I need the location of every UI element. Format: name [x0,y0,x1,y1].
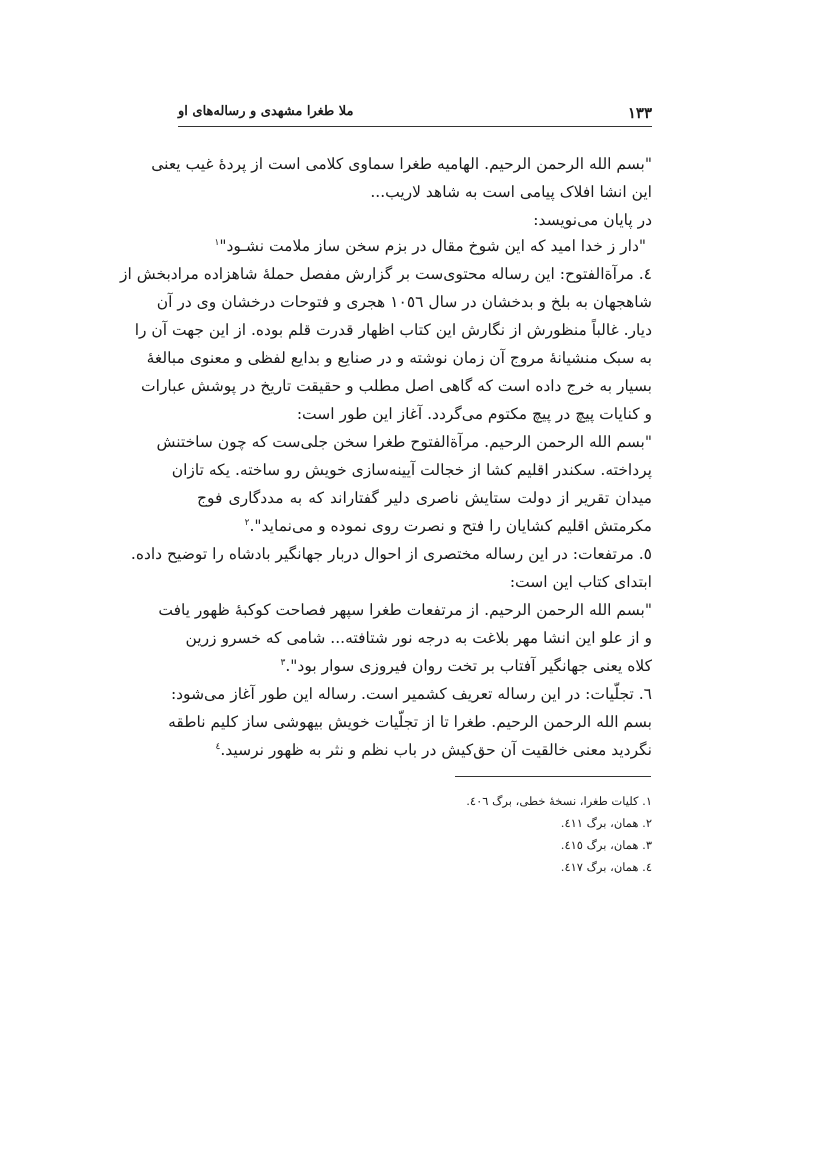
footnote: ١. کلیات طغرا، نسخهٔ خطی، برگ ٤٠٦. [466,794,652,808]
quote-line: مکرمتش اقلیم کشایان را فتح و نصرت روی نموده و می‌نماید".$^٢$ [244,517,652,535]
footnote: ٢. همان، برگ ٤١١. [560,816,652,830]
body-line: بسیار به خرج داده است که گاهی اصل مطلب و حقیقت تاریخ در پوشش عبارات [141,377,652,395]
body-line: ٤. مرآةالفتوح: این رساله محتوی‌ست بر گزارش مفصل حملهٔ شاهزاده مرادبخش از [119,265,652,283]
body-line: به سبک منشیانهٔ مروج آن زمان نوشته و در صنایع و بدایع لفظی و معنوی مبالغهٔ [146,349,652,367]
quote-line: پرداخته. سکندر اقلیم کشا از خجالت آیینه‌سازی خویش رو ساخته. یکه تازان [171,461,652,479]
body-line: ٥. مرتفعات: در این رساله مختصری از احوال دربار جهانگیر بادشاه را توضیح داده. [130,545,652,563]
running-title: ملا طغرا مشهدی و رساله‌های او [178,104,354,119]
body-line: ٦. تجلّیات: در این رساله تعریف کشمیر است. رساله این طور آغاز می‌شود: [170,685,652,703]
body-line: این انشا افلاک پیامی است به شاهد لاریب... [370,183,652,201]
poem-line: "دار ز خدا امید که این شوخ مقال در بزم سخن ساز ملامت نشـود"$^١$ [214,237,646,255]
body-line: ابتدای کتاب این است: [509,573,652,591]
header-rule [178,126,652,127]
body-line: دیار. غالباً منظورش از نگارش این کتاب اظهار قدرت قلم بوده. از این جهت آن را [134,321,652,339]
footnote-marker: ٤ [215,741,221,752]
quote-line: "بسم الله الرحمن الرحیم. از مرتفعات طغرا سپهر فصاحت کوکبهٔ ظهور یافت [158,601,652,619]
body-line: در پایان می‌نویسد: [533,211,652,229]
body-line: "بسم الله الرحمن الرحیم. الهامیه طغرا سماوی کلامی است از پردهٔ غیب یعنی [151,155,652,173]
body-line: نگردید معنی خالقیت آن حق‌کیش در باب نظم و نثر به ظهور نرسید.$^٤$ [215,741,652,759]
footnote: ٤. همان، برگ ٤١٧. [560,860,652,874]
quote-line: میدان تقریر از دولت ستایش ناصری دلیر گفتاراند که به مددگاری فوج [197,489,652,507]
footnote-marker: ٢ [244,517,250,528]
page-number: ١٣٣ [627,104,652,122]
footnote-rule [455,776,651,777]
body-line: بسم الله الرحمن الرحیم. طغرا تا از تجلّیات خویش بیهوشی ساز کلیم ناطقه [168,713,652,731]
quote-line: کلاه یعنی جهانگیر آفتاب بر تخت روان فیروزی سوار بود".$^٣$ [280,657,652,675]
quote-line: "بسم الله الرحمن الرحیم. مرآةالفتوح طغرا سخن جلی‌ست که چون ساختنش [156,433,652,451]
body-line: شاهجهان به بلخ و بدخشان در سال ١٠٥٦ هجری و فتوحات درخشان وی در آن [156,293,652,311]
quote-line: و از علو این انشا مهر بلاغت به درجه نور شتافته... شامی که خسرو زرین [185,629,652,647]
running-header [178,104,652,124]
footnote-marker: ١ [214,237,220,248]
footnote-marker: ٣ [280,657,286,668]
footnote: ٣. همان، برگ ٤١٥. [560,838,652,852]
body-line: و کنایات پیچ در پیچ مکتوم می‌گردد. آغاز این طور است: [296,405,652,423]
